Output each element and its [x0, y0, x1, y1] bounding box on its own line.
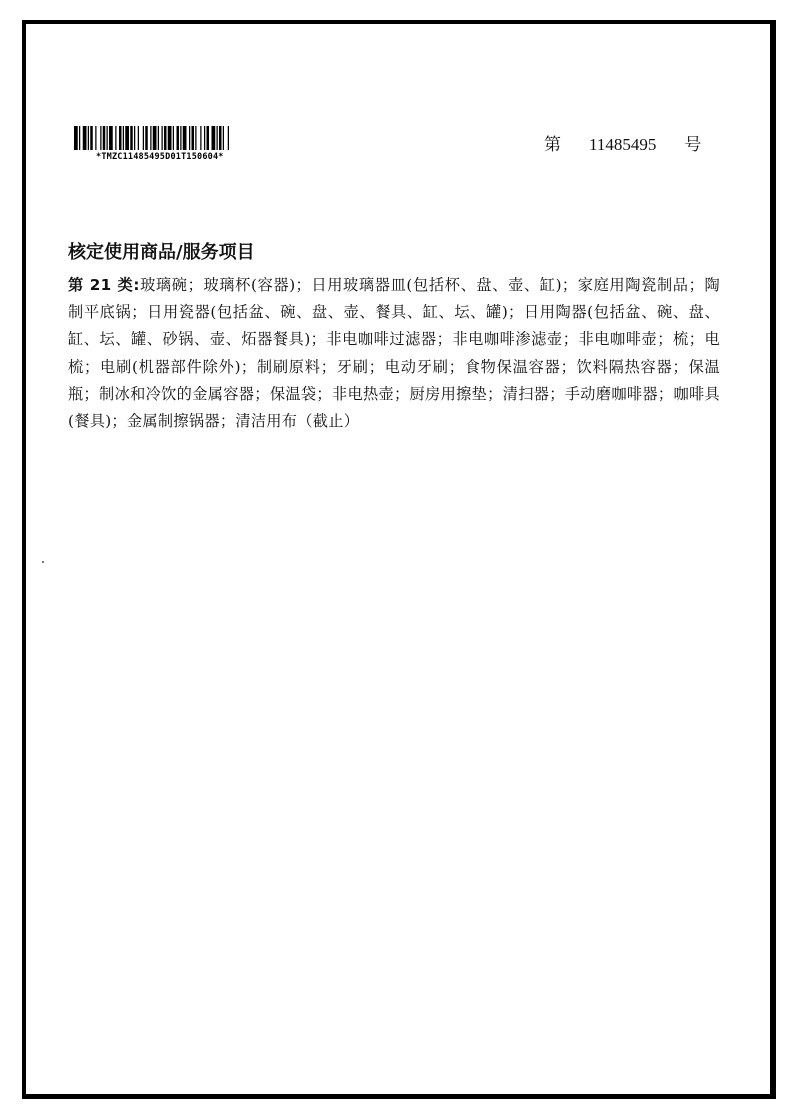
- section-title: 核定使用商品/服务项目: [68, 242, 255, 263]
- registration-suffix: 号: [684, 135, 702, 155]
- barcode-text: *TMZC11485495D01T150604*: [96, 152, 224, 162]
- registration-prefix: 第: [544, 135, 561, 155]
- barcode-icon: [74, 126, 264, 150]
- class-label: 第 21 类:: [68, 276, 140, 294]
- goods-list: [68, 272, 720, 435]
- registration-number: [544, 130, 701, 155]
- page-border: [22, 20, 776, 1099]
- barcode: [74, 126, 274, 162]
- scan-speck: [42, 561, 44, 563]
- registration-digits: 11485495: [589, 135, 657, 154]
- goods-items: 玻璃碗；玻璃杯(容器)；日用玻璃器皿(包括杯、盘、壶、缸)；家庭用陶瓷制品；陶制平底锅；日用瓷器(包括盆、碗、盘、壶、餐具、缸、坛、罐)；日用陶器(包括盆、碗、盘、缸、坛、罐、砂锅、壶、炻器餐具)；非电咖啡过滤器；非电咖啡渗滤壶；非电咖啡壶；梳；电梳；电刷(机器部件除外)；制刷原料；牙刷；电动牙刷；食物保温容器；饮料隔热容器；保温瓶；制冰和冷饮的金属容器；保温袋；非电热壶；厨房用擦垫；清扫器；手动磨咖啡器；咖啡具(餐具)；金属制擦锅器；清洁用布（截止）: [68, 276, 720, 431]
